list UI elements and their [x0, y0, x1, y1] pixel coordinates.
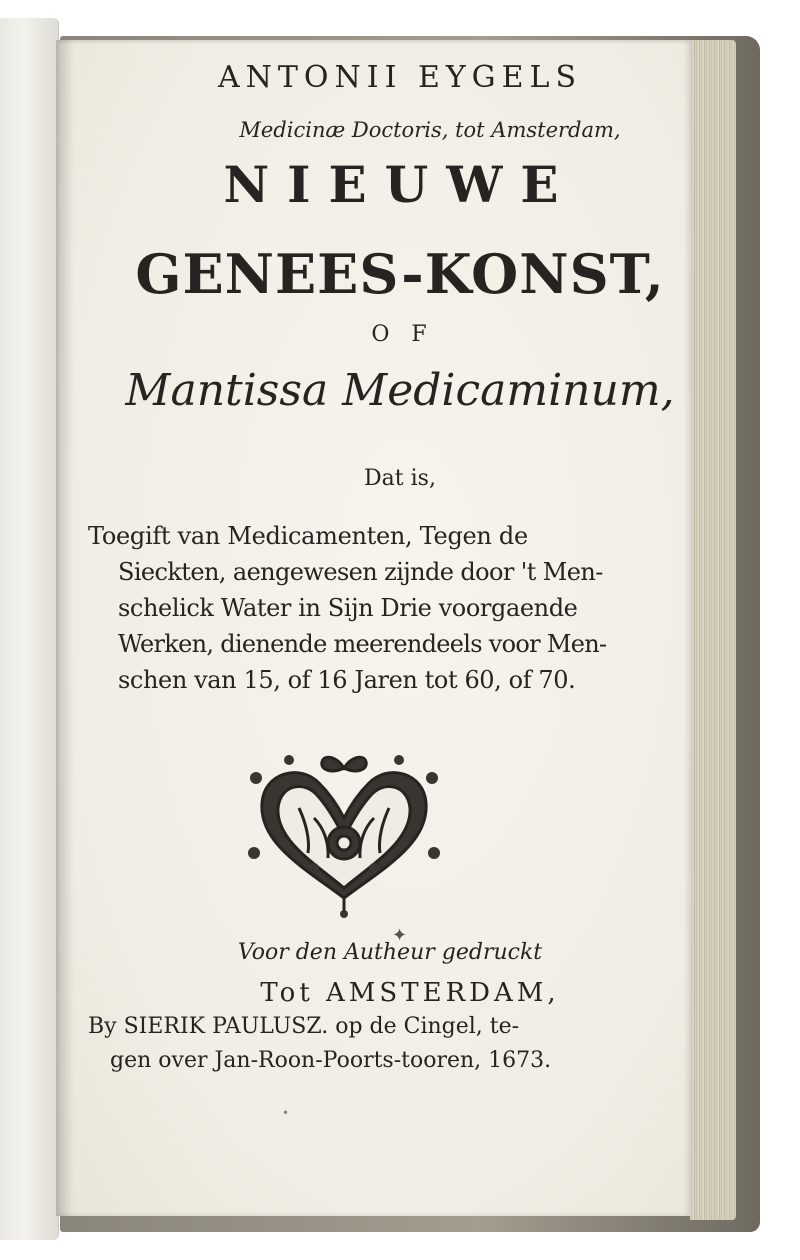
imprint-address-year: gen over Jan-Roon-Poorts-tooren, 1673. — [110, 1048, 552, 1073]
latin-title: Mantissa Medicaminum, — [125, 365, 675, 416]
dat-is-line: Dat is, — [364, 466, 436, 491]
description-line: Toegift van Medicamenten, Tegen de — [88, 522, 528, 550]
ink-mark: ✦ — [392, 925, 408, 946]
imprint-printed-for: Voor den Autheur gedruckt — [237, 940, 543, 965]
description-line: schen van 15, of 16 Jaren tot 60, of 70. — [118, 666, 576, 694]
page-edges — [690, 40, 736, 1220]
spine-shadow — [56, 40, 74, 1216]
title-connector: OF — [371, 322, 449, 347]
ink-speck: • — [282, 1106, 290, 1120]
imprint-printer: By SIERIK PAULUSZ. op de Cingel, te- — [88, 1014, 520, 1039]
fleuron-ornament-icon — [244, 748, 444, 918]
description-line: schelick Water in Sijn Drie voorgaende — [118, 594, 578, 622]
description-line: Werken, dienende meerendeels voor Men- — [118, 630, 607, 658]
author-subtitle: Medicinæ Doctoris, tot Amsterdam, — [239, 118, 621, 142]
description-paragraph — [88, 518, 643, 698]
description-line: Sieckten, aengewesen zijnde door 't Men- — [118, 558, 603, 586]
imprint-city: Tot AMSTERDAM, — [260, 978, 560, 1008]
title-line-1: NIEUWE — [223, 155, 577, 214]
title-line-2: GENEES-KONST, — [135, 242, 665, 306]
author-name: ANTONII EYGELS — [217, 60, 583, 95]
